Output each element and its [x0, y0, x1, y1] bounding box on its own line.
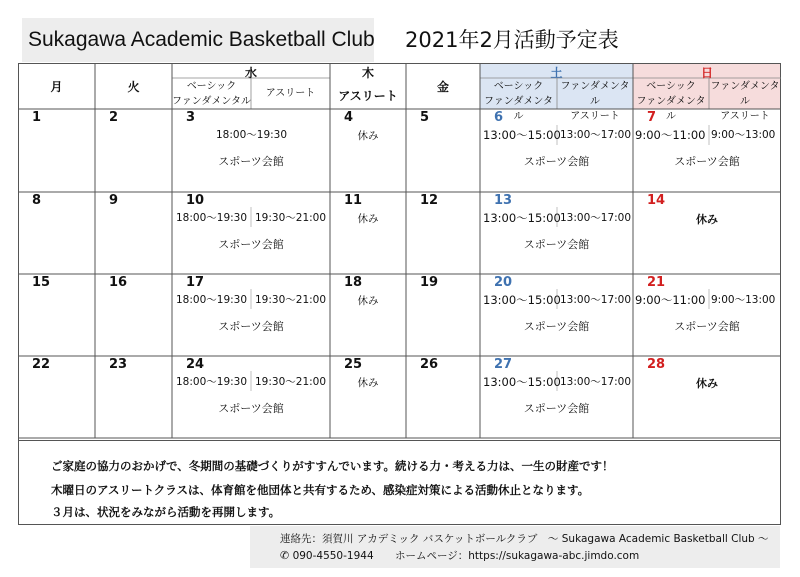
date-number: 25 [344, 357, 363, 372]
date-number: 4 [344, 110, 354, 125]
wed-time-slot: 19:30～21:00 [255, 294, 327, 306]
contact-details [280, 548, 639, 563]
wed-time-slot: 19:30～21:00 [255, 376, 327, 388]
calendar-grid [18, 63, 781, 441]
club-name: Sukagawa Academic Basketball Club [28, 28, 375, 51]
date-number: 1 [32, 110, 42, 125]
wed-time-slot: 18:00～19:30 [176, 376, 248, 388]
calendar-title: 2021年2月活動予定表 [405, 28, 619, 52]
subheader-wed-basic: ベーシック ファンダメンタル [172, 81, 251, 107]
phone-icon: ✆ [280, 549, 290, 562]
thu-rest: 休み [357, 377, 379, 389]
date-number: 18 [344, 275, 363, 290]
wed-time-slot: 19:30～21:00 [255, 212, 327, 224]
date-number: 3 [186, 110, 196, 125]
date-number: 7 [647, 110, 657, 125]
sat-time-slot: 13:00～17:00 [560, 129, 632, 141]
notes-section [18, 441, 781, 525]
sun-rest: 休み [696, 377, 718, 390]
contact-line: 連絡先：須賀川 アカデミック バスケットボールクラブ ～ Sukagawa Academic Basketball Club ～ [280, 533, 769, 545]
sat-venue: スポーツ会館 [523, 238, 590, 251]
date-number: 24 [186, 357, 205, 372]
sat-time-slot: 13:00～17:00 [560, 294, 632, 306]
note-line: ご家庭の協力のおかげで、冬期間の基礎づくりがすすんでいます。続ける力・考える力は、一生の財産です！ [51, 459, 614, 473]
date-number: 6 [494, 110, 504, 125]
date-number: 11 [344, 193, 363, 208]
note-line: ３月は、状況をみながら活動を再開します。 [51, 505, 281, 519]
date-number: 8 [32, 193, 42, 208]
wed-venue: スポーツ会館 [218, 320, 284, 333]
sun-time-slot: 9:00～11:00 [635, 128, 706, 142]
header-tuesday: 火 [127, 80, 140, 94]
subheader-sat-basic: ベーシック ファンダメンタル [484, 81, 553, 122]
sun-rest: 休み [696, 213, 718, 226]
thu-rest: 休み [357, 295, 379, 307]
date-number: 21 [647, 275, 666, 290]
sun-venue: スポーツ会館 [674, 320, 740, 333]
sat-venue: スポーツ会館 [523, 402, 590, 415]
date-number: 10 [186, 193, 205, 208]
sun-venue: スポーツ会館 [674, 155, 740, 168]
sat-time-slot: 13:00～15:00 [483, 293, 561, 307]
phone-number: 090-4550-1944 [292, 550, 374, 562]
sat-time-slot: 13:00～15:00 [483, 128, 561, 142]
subheader-sun-fundamental: ファンダメンタル アスリート [710, 81, 780, 122]
sat-time-slot: 13:00～17:00 [560, 212, 632, 224]
homepage-label: ホームページ： [394, 550, 469, 562]
date-number: 13 [494, 193, 513, 208]
thu-rest: 休み [357, 213, 379, 225]
date-number: 28 [647, 357, 666, 372]
sat-venue: スポーツ会館 [523, 155, 590, 168]
date-number: 5 [420, 110, 430, 125]
sat-time-slot: 13:00～15:00 [483, 375, 561, 389]
subheader-thu-athlete: アスリート [338, 89, 398, 103]
sun-time-slot: 9:00～11:00 [635, 293, 706, 307]
date-number: 15 [32, 275, 51, 290]
header-wednesday: 水 [244, 66, 257, 80]
header-friday: 金 [436, 80, 449, 94]
sun-time-slot: 9:00～13:00 [711, 294, 776, 306]
date-number: 2 [109, 110, 119, 125]
date-number: 12 [420, 193, 439, 208]
thu-rest: 休み [357, 130, 379, 142]
header-saturday: 土 [550, 66, 563, 80]
date-number: 17 [186, 275, 205, 290]
subheader-sun-basic: ベーシック ファンダメンタル [636, 81, 706, 122]
date-number: 14 [647, 193, 666, 208]
wed-venue: スポーツ会館 [218, 155, 284, 168]
header-sunday: 日 [700, 66, 713, 80]
subheader-sat-fundamental: ファンダメンタル アスリート [560, 81, 630, 122]
date-number: 20 [494, 275, 513, 290]
date-number: 26 [420, 357, 439, 372]
subheader-wed-athlete: アスリート [265, 88, 316, 99]
date-number: 19 [420, 275, 439, 290]
sat-venue: スポーツ会館 [523, 320, 590, 333]
wed-venue: スポーツ会館 [218, 238, 284, 251]
header-monday: 月 [50, 80, 63, 94]
contact-box [250, 526, 780, 568]
date-number: 9 [109, 193, 119, 208]
homepage-link[interactable]: https://sukagawa-abc.jimdo.com [468, 550, 640, 562]
wed-time-slot: 18:00～19:30 [216, 129, 288, 141]
note-line: 木曜日のアスリートクラスは、体育館を他団体と共有するため、感染症対策による活動休止となります。 [51, 483, 590, 497]
wed-time-slot: 18:00～19:30 [176, 212, 248, 224]
sat-time-slot: 13:00～15:00 [483, 211, 561, 225]
date-number: 23 [109, 357, 128, 372]
header-thursday: 木 [361, 66, 374, 80]
sun-time-slot: 9:00～13:00 [711, 129, 776, 141]
wed-time-slot: 18:00～19:30 [176, 294, 248, 306]
club-header [22, 18, 374, 62]
wed-venue: スポーツ会館 [218, 402, 284, 415]
date-number: 27 [494, 357, 513, 372]
date-number: 16 [109, 275, 128, 290]
date-number: 22 [32, 357, 51, 372]
sat-time-slot: 13:00～17:00 [560, 376, 632, 388]
